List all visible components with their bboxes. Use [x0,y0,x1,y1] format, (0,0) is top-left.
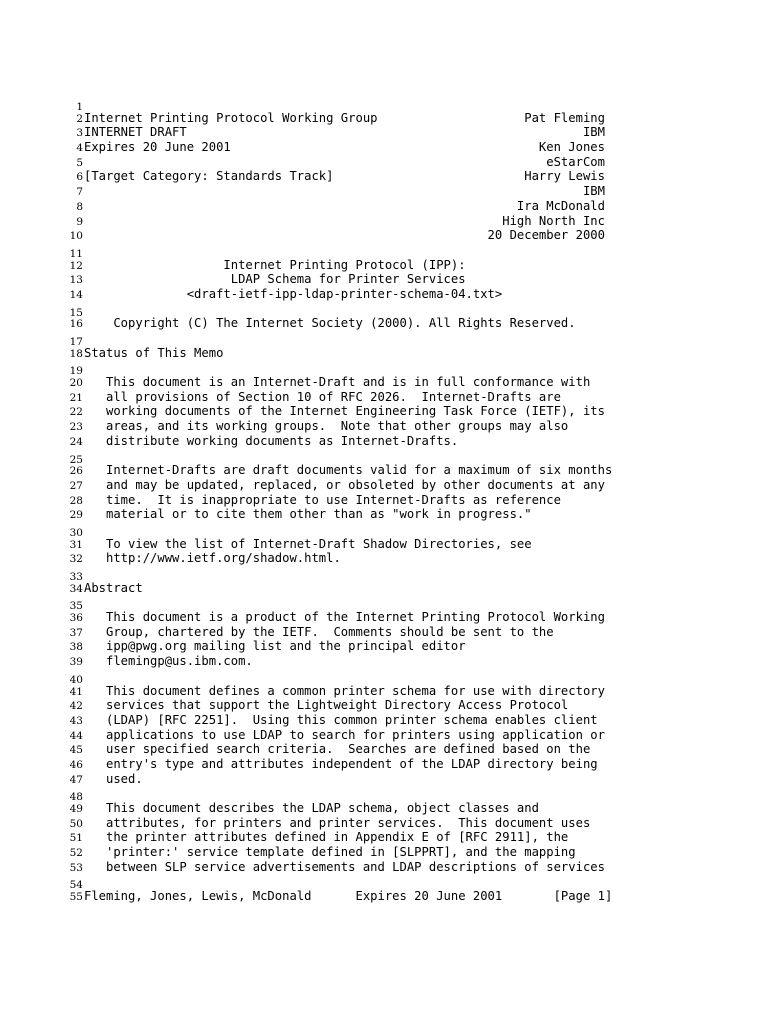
document-line [0,493,770,508]
line-number: 11 [69,247,83,260]
document-line [0,155,770,170]
line-number: 37 [69,626,83,639]
document-line [0,140,770,155]
document-line [0,449,770,464]
document-line [0,713,770,728]
line-number: 44 [69,729,83,742]
document-line [0,537,770,552]
line-text: Internet-Drafts are draft documents valid for a maximum of six months [84,463,613,478]
document-line [0,184,770,199]
document-line [0,287,770,302]
document-line [0,390,770,405]
line-text: attributes, for printers and printer services. This document uses [84,815,591,830]
line-text: (LDAP) [RFC 2251]. Using this common printer schema enables client [84,712,598,727]
document-line [0,96,770,111]
document-line [0,639,770,654]
line-number: 36 [69,612,83,625]
document-line [0,243,770,258]
document-line [0,214,770,229]
line-text: http://www.ietf.org/shadow.html. [84,551,341,566]
line-number: 51 [69,832,83,845]
line-number: 48 [69,791,83,804]
line-number: 19 [69,365,83,378]
line-text: This document is an Internet-Draft and is in full conformance with [84,375,591,390]
line-text: services that support the Lightweight Directory Access Protocol [84,698,569,713]
line-number: 26 [69,465,83,478]
line-text: working documents of the Internet Engineering Task Force (IETF), its [84,404,605,419]
line-text: material or to cite them other than as "work in progress." [84,507,532,522]
line-text: eStarCom [84,154,605,169]
line-number: 53 [69,861,83,874]
document-line [0,742,770,757]
line-text: entry's type and attributes independent of the LDAP directory being [84,756,598,771]
document-line [0,419,770,434]
document-line [0,316,770,331]
line-text: used. [84,771,143,786]
line-number: 24 [69,435,83,448]
line-number: 55 [69,891,83,904]
document-line [0,581,770,596]
line-text: 'printer:' service template defined in [SLPPRT], and the mapping [84,845,576,860]
line-text: ipp@pwg.org mailing list and the principal editor [84,639,466,654]
line-number: 40 [69,673,83,686]
line-number: 43 [69,714,83,727]
line-text: time. It is inappropriate to use Internet-Drafts as reference [84,492,561,507]
line-number: 45 [69,744,83,757]
document-line [0,302,770,317]
line-number: 6 [76,171,83,184]
line-text: This document describes the LDAP schema, object classes and [84,801,539,815]
document-line [0,772,770,787]
line-text: flemingp@us.ibm.com. [84,654,253,669]
line-number: 33 [69,571,83,583]
document-line [0,595,770,613]
document-line [0,169,770,184]
document-line [0,816,770,831]
line-number: 39 [69,656,83,669]
line-number: 46 [69,758,83,771]
line-text: Group, chartered by the IETF. Comments should be sent to the [84,624,554,639]
line-number: 41 [69,685,83,698]
document-line [0,111,770,126]
line-number: 54 [69,879,83,892]
line-text: <draft-ietf-ipp-ldap-printer-schema-04.txt> [84,286,503,301]
line-text: Copyright (C) The Internet Society (2000). All Rights Reserved. [84,316,576,331]
document-line [0,610,770,625]
document-line [0,434,770,449]
line-number: 52 [69,847,83,860]
line-number: 9 [76,215,83,228]
line-number: 29 [69,509,83,522]
line-text: Status of This Memo [84,345,224,360]
line-number: 30 [69,526,83,539]
line-text: To view the list of Internet-Draft Shadow Directories, see [84,536,532,551]
line-number: 21 [69,391,83,404]
line-number: 10 [69,230,83,243]
document-line [0,684,770,699]
line-number: 28 [69,494,83,507]
line-number: 15 [69,306,83,319]
line-number: 4 [76,142,83,155]
line-text: Internet Printing Protocol Working Group Pat Fleming [84,110,605,125]
line-text: INTERNET DRAFT IBM [84,125,605,140]
line-text: LDAP Schema for Printer Services [84,272,466,287]
document-line [0,404,770,419]
line-number: 18 [69,347,83,360]
line-number: 31 [69,538,83,551]
document-line [0,125,770,140]
line-number: 42 [69,700,83,713]
document-line [0,478,770,493]
line-text: Ira McDonald [84,198,605,213]
document-line [0,375,770,390]
document-line [0,889,770,904]
line-text: the printer attributes defined in Appendix E of [RFC 2911], the [84,830,569,845]
line-number: 27 [69,479,83,492]
line-number: 2 [76,112,83,125]
document-line [0,551,770,566]
line-number: 25 [69,453,83,466]
line-text: Abstract [84,580,143,595]
line-number: 34 [69,582,83,595]
line-text: all provisions of Section 10 of RFC 2026. Internet-Drafts are [84,389,561,404]
document-line [0,463,770,478]
document-line [0,258,770,273]
document-line [0,860,770,875]
document-line [0,830,770,845]
document-line [0,199,770,214]
line-number: 49 [69,803,83,815]
document-line [0,331,770,346]
document-line [0,272,770,287]
document-line [0,625,770,640]
document-line [0,654,770,669]
line-text: This document is a product of the Internet Printing Protocol Working [84,610,605,625]
line-number: 12 [69,259,83,272]
document-line [0,874,770,892]
document-line [0,669,770,684]
line-number: 16 [69,318,83,331]
line-number: 5 [76,156,83,169]
line-text: distribute working documents as Internet-Drafts. [84,433,459,448]
line-number: 8 [76,200,83,213]
document-line [0,801,770,816]
document-line [0,522,770,537]
line-text: Expires 20 June 2001 Ken Jones [84,140,605,155]
line-text: [Target Category: Standards Track] Harry Lewis [84,169,605,184]
line-number: 13 [69,274,83,287]
document-page [0,96,770,904]
line-number: 3 [76,127,83,140]
line-number: 20 [69,377,83,390]
line-number: 23 [69,421,83,434]
line-number: 22 [69,406,83,419]
document-line [0,786,770,804]
document-line [0,360,770,378]
line-number: 38 [69,641,83,654]
line-number: 35 [69,600,83,613]
line-text: This document defines a common printer schema for use with directory [84,683,605,698]
document-line [0,845,770,860]
line-number: 7 [76,186,83,199]
line-text: applications to use LDAP to search for printers using application or [84,727,605,742]
document-line [0,228,770,243]
line-number: 14 [69,288,83,301]
line-text: 20 December 2000 [84,228,605,243]
document-line [0,507,770,522]
document-line [0,757,770,772]
document-line [0,728,770,743]
line-text: areas, and its working groups. Note that other groups may also [84,419,569,434]
document-line [0,698,770,713]
document-line [0,566,770,581]
line-number: 17 [69,336,83,348]
line-number: 47 [69,773,83,786]
line-number: 1 [76,101,83,113]
line-text: between SLP service advertisements and LDAP descriptions of services [84,859,605,874]
line-text: Internet Printing Protocol (IPP): [84,257,466,272]
line-text: IBM [84,184,605,199]
line-text: High North Inc [84,213,605,228]
line-text: and may be updated, replaced, or obsoleted by other documents at any [84,477,605,492]
document-line [0,346,770,361]
line-text: user specified search criteria. Searches are defined based on the [84,742,591,757]
line-number: 50 [69,817,83,830]
line-text: Fleming, Jones, Lewis, McDonald Expires 20 June 2001 [Page 1] [84,889,613,904]
line-number: 32 [69,553,83,566]
